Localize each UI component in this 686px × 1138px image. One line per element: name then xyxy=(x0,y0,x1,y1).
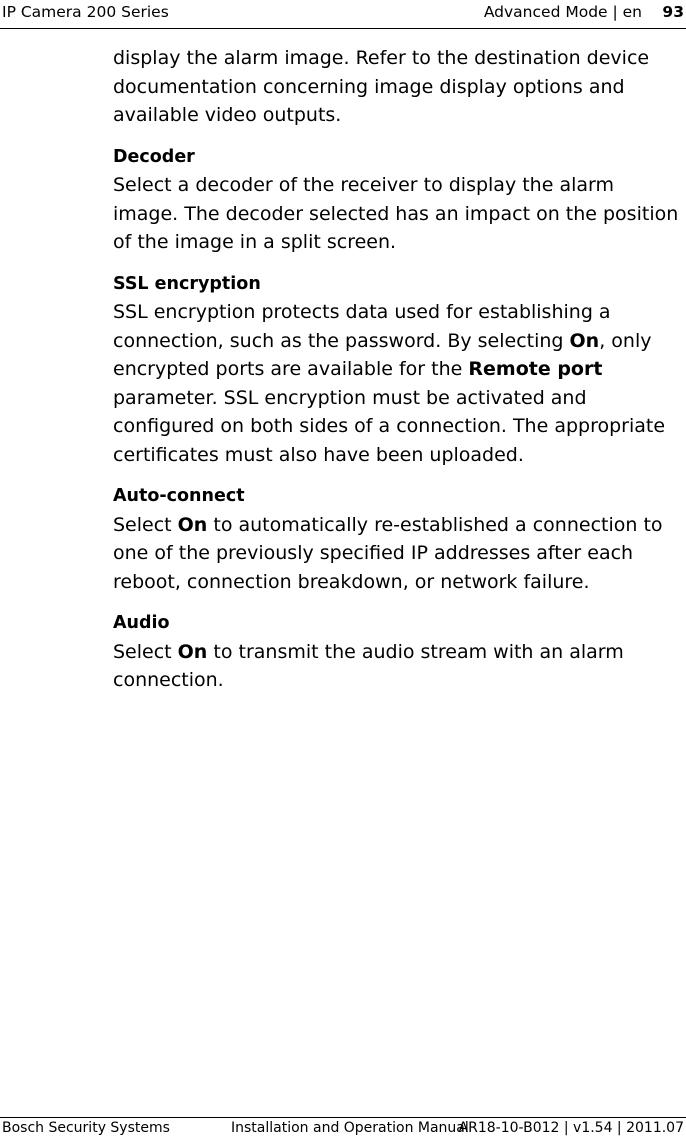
intro-block xyxy=(113,44,685,130)
page-number: 93 xyxy=(662,3,684,21)
auto-connect-on-term: On xyxy=(177,513,208,536)
decoder-section xyxy=(113,143,685,257)
decoder-heading: Decoder xyxy=(113,146,195,167)
auto-connect-section xyxy=(113,482,685,596)
auto-connect-text-1: Select xyxy=(113,513,178,536)
auto-connect-paragraph xyxy=(113,511,685,597)
intro-paragraph: display the alarm image. Refer to the destination device documentation concerning image display options and available video outputs. xyxy=(113,47,650,126)
ssl-text-3: parameter. SSL encryption must be activated and configured on both sides of a connection. The appropriate certificates must also have been uploaded. xyxy=(113,386,666,466)
ssl-on-term: On xyxy=(569,329,600,352)
audio-on-term: On xyxy=(177,640,208,663)
audio-text-1: Select xyxy=(113,640,178,663)
ssl-text-1: SSL encryption protects data used for establishing a connection, such as the password. By selecting xyxy=(113,301,611,352)
decoder-paragraph: Select a decoder of the receiver to display the alarm image. The decoder selected has an impact on the position of the image in a split screen. xyxy=(113,174,679,253)
audio-paragraph xyxy=(113,638,685,695)
footer-doc-id: AR18-10-B012 | v1.54 | 2011.07 xyxy=(458,1120,684,1136)
header-product: IP Camera 200 Series xyxy=(2,3,169,21)
auto-connect-heading: Auto-connect xyxy=(113,486,245,506)
audio-text-2: to transmit the audio stream with an alarm connection. xyxy=(113,640,624,691)
page-header xyxy=(0,0,686,29)
footer-company: Bosch Security Systems xyxy=(2,1120,170,1136)
audio-section xyxy=(113,609,685,695)
ssl-text-2: , only encrypted ports are available for the xyxy=(113,329,652,380)
footer-manual: Installation and Operation Manual xyxy=(231,1120,469,1136)
page-footer xyxy=(0,1117,686,1137)
ssl-heading: SSL encryption xyxy=(113,273,261,294)
audio-heading: Audio xyxy=(113,613,170,633)
page-body xyxy=(113,44,685,708)
ssl-section xyxy=(113,270,685,470)
ssl-remote-port-term: Remote port xyxy=(468,358,603,380)
ssl-paragraph xyxy=(113,298,685,469)
header-section: Advanced Mode | en xyxy=(483,3,642,21)
auto-connect-text-2: to automatically re-established a connection to one of the previously specified IP addresses after each reboot, connection breakdown, or network failure. xyxy=(113,513,663,593)
